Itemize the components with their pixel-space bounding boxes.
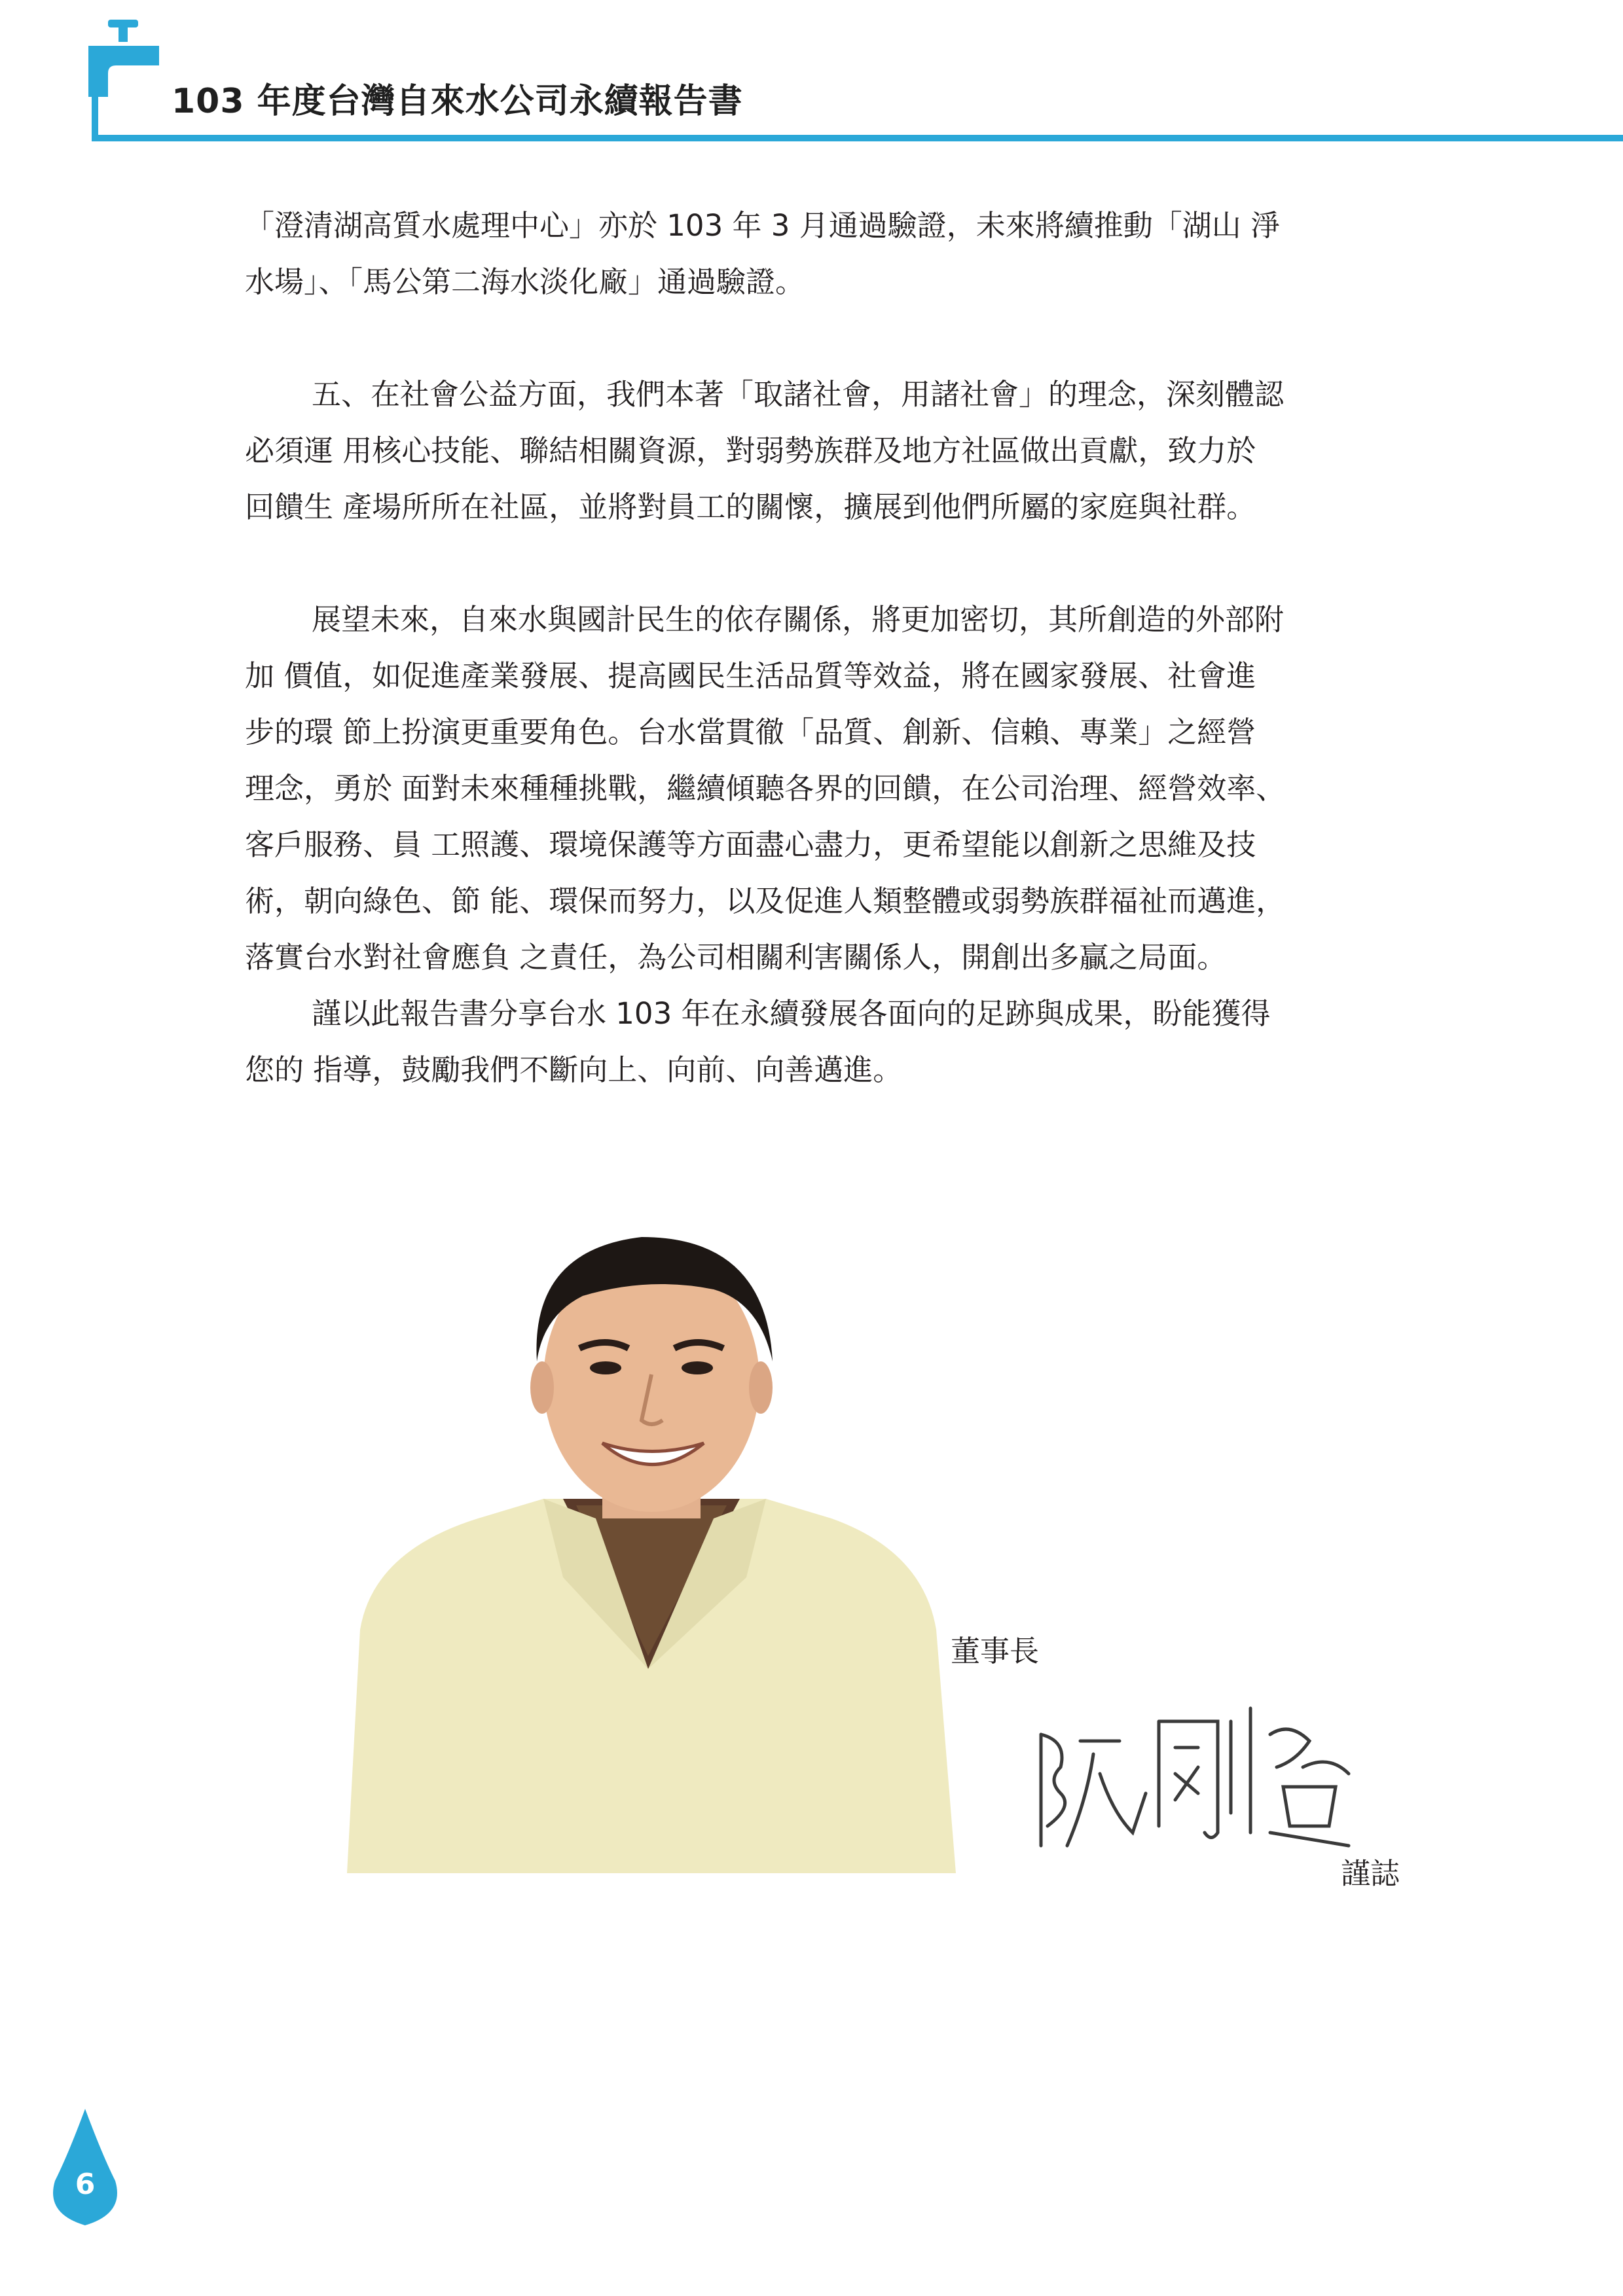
paragraph-line: 「澄清湖高質水處理中心」亦於 103 年 3 月通過驗證，未來將續推動「湖山 淨 bbox=[245, 208, 1281, 243]
paragraph-line: 客戶服務、員 工照護、環境保護等方面盡心盡力，更希望能以創新之思維及技 bbox=[245, 827, 1256, 862]
paragraph-line: 落實台水對社會應負 之責任，為公司相關利害關係人，開創出多贏之局面。 bbox=[245, 940, 1227, 975]
paragraph-line: 五、在社會公益方面，我們本著「取諸社會，用諸社會」的理念，深刻體認 bbox=[312, 377, 1285, 412]
handwritten-signature bbox=[1021, 1695, 1362, 1859]
closing-text: 謹誌 bbox=[1341, 1856, 1400, 1891]
paragraph-line: 您的 指導，鼓勵我們不斷向上、向前、向善邁進。 bbox=[245, 1052, 903, 1087]
paragraph-line: 步的環 節上扮演更重要角色。台水當貫徹「品質、創新、信賴、專業」之經營 bbox=[245, 715, 1256, 749]
paragraph-line: 加 價值，如促進產業發展、提高國民生活品質等效益，將在國家發展、社會進 bbox=[245, 658, 1256, 693]
page-header bbox=[0, 0, 1623, 151]
chairman-portrait bbox=[347, 1211, 956, 1873]
paragraph-line: 理念，勇於 面對未來種種挑戰，繼續傾聽各界的回饋，在公司治理、經營效率、 bbox=[245, 771, 1286, 806]
page-number: 6 bbox=[75, 2168, 96, 2201]
paragraph-line: 回饋生 產場所所在社區，並將對員工的關懷，擴展到他們所屬的家庭與社群。 bbox=[245, 490, 1256, 524]
report-title: 103 年度台灣自來水公司永續報告書 bbox=[172, 82, 743, 121]
header-rule-vertical bbox=[92, 79, 98, 141]
paragraph-line: 必須運 用核心技能、聯結相關資源，對弱勢族群及地方社區做出貢獻，致力於 bbox=[245, 433, 1256, 468]
paragraph-line: 謹以此報告書分享台水 103 年在永續發展各面向的足跡與成果，盼能獲得 bbox=[312, 996, 1271, 1031]
signer-title: 董事長 bbox=[951, 1634, 1040, 1668]
paragraph-line: 水場」、「馬公第二海水淡化廠」通過驗證。 bbox=[245, 264, 805, 299]
paragraph-line: 展望未來，自來水與國計民生的依存關係，將更加密切，其所創造的外部附 bbox=[312, 602, 1285, 637]
paragraph-line: 術，朝向綠色、節 能、環保而努力，以及促進人類整體或弱勢族群福祉而邁進， bbox=[245, 884, 1286, 918]
header-rule-horizontal bbox=[92, 135, 1623, 141]
body-text bbox=[245, 198, 1384, 1098]
